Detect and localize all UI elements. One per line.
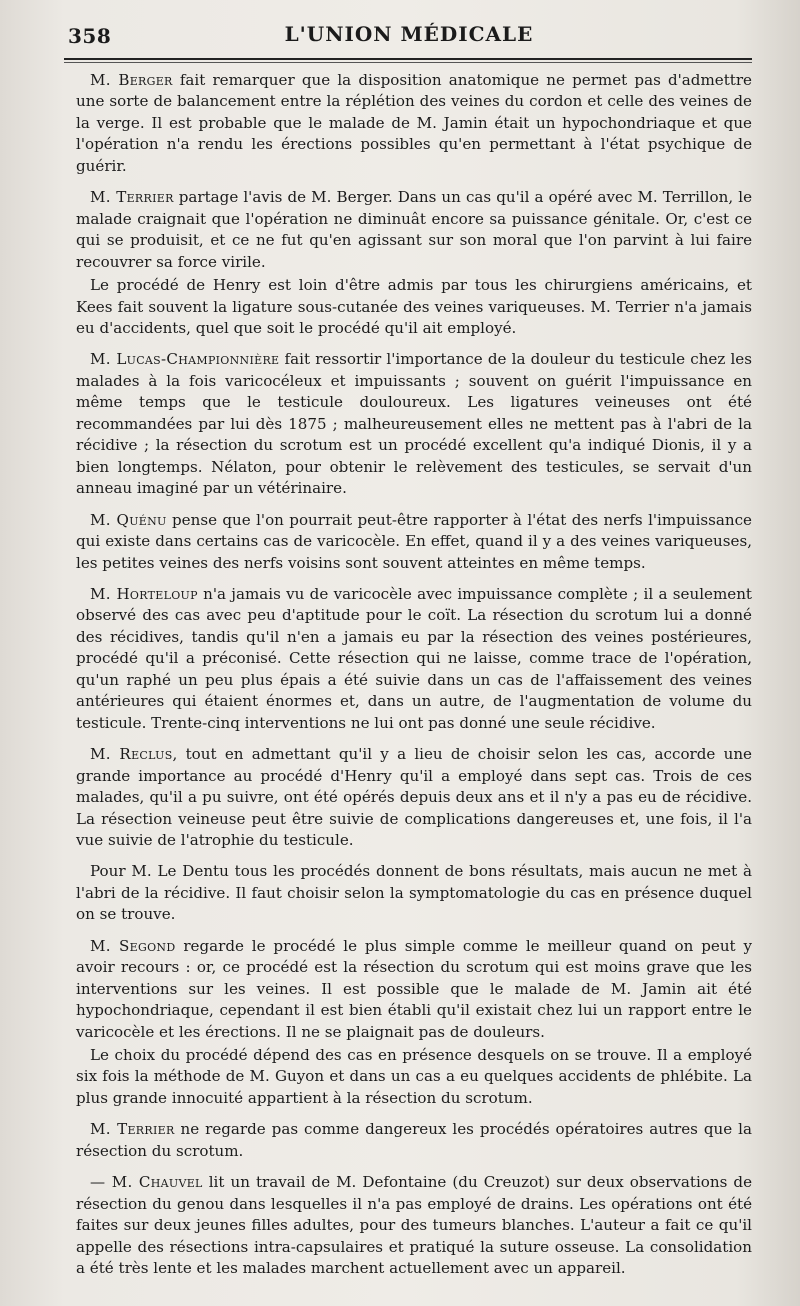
speaker-name: M. Quénu (90, 510, 167, 529)
paragraph-terrier-2 (76, 1119, 752, 1162)
paragraph-text: Le procédé de Henry est loin d'être admis par tous les chirurgiens américains, et Kees fait souvent la ligature sous-cutanée des veines variqueuses. M. Terrier n'a jamais eu d'accidents, quel que soit le procédé qu'il ait employé. (76, 276, 752, 337)
paragraph-text: fait remarquer que la disposition anatomique ne permet pas d'admettre une sorte de balancement entre la réplétion des veines du cordon et celle des veines de la verge. Il est probable que le malade de M. Jamin était un hypochondriaque et que l'opération n'a rendu les érections possibles qu'en permettant à l'état psychique de guérir. (76, 71, 752, 175)
article-body (76, 70, 752, 1290)
paragraph-text: , tout en admettant qu'il y a lieu de choisir selon les cas, accorde une grande importance au procédé d'Henry qu'il a employé dans sept cas. Trois de ces malades, qu'il a pu suivre, ont été opérés depuis deux ans et il n'y a pas eu de récidive. La résection veineuse peut être suivie de complications dangereuses et, une fois, il l'a vue suivie de l'atrophie du testicule. (76, 745, 752, 849)
paragraph-text: lit un travail de M. Defontaine (du Creuzot) sur deux observations de résection du genou dans lesquelles il n'a pas employé de drains. Les opérations ont été faites sur deux jeunes filles adultes, pour des tumeurs blanches. L'auteur a fait ce qu'il appelle des résections intra-capsulaires et pratiqué la suture osseuse. La consolidation a été très lente et les malades marchent actuellement avec un appareil. (76, 1173, 752, 1278)
paragraph-text: regarde le procédé le plus simple comme le meilleur quand on peut y avoir recours : or, ce procédé est la résection du scrotum qui est moins grave que les interventions sur les veines. Il est possible que le malade de M. Jamin ait été hypochondriaque, cependant il est bien établi qu'il existait chez lui un rapport entre le varicocèle et les érections. Il ne se plaignait pas de douleurs. (76, 936, 753, 1041)
paragraph-berger (76, 70, 752, 177)
speaker-name: — M. Chauvel (90, 1173, 203, 1192)
speaker-name: M. Terrier (90, 1120, 175, 1139)
paragraph-quenu (76, 510, 752, 574)
paragraph-terrier-1 (76, 187, 752, 273)
speaker-name: M. Terrier (90, 188, 174, 207)
speaker-name: M. Berger (90, 71, 173, 89)
speaker-name: M. Reclus (90, 745, 173, 764)
paragraph-text: ne regarde pas comme dangereux les procédés opératoires autres que la résection du scrotum. (76, 1120, 752, 1160)
speaker-name: M. Horteloup (90, 584, 198, 603)
paragraph-text: partage l'avis de M. Berger. Dans un cas qu'il a opéré avec M. Terrillon, le malade craignait que l'opération ne diminuât encore sa puissance génitale. Or, c'est ce qui se produisit, et ce ne fut qu'en agissant sur son moral que l'on parvint à lui faire recouvrer sa force virile. (76, 188, 752, 271)
header-rule (64, 58, 752, 60)
paragraph-text: n'a jamais vu de varicocèle avec impuissance complète ; il a seulement observé des cas avec peu d'aptitude pour le coït. La résection du scrotum lui a donné des récidives, tandis qu'il n'en a jamais eu par la résection des veines postérieures, procédé qu'il a préconisé. Cette résection qui ne laisse, comme trace de l'opération, qu'un raphé un peu plus épais a été suivie dans un cas de l'affaissement des veines antérieures qui étaient énormes et, dans un autre, de l'augmentation de volume du testicule. Trente-cinq interventions ne lui ont pas donné une seule récidive. (76, 584, 752, 732)
paragraph-horteloup (76, 584, 752, 734)
paragraph-chauvel (76, 1172, 752, 1279)
paragraph-text: fait ressortir l'importance de la douleur du testicule chez les malades à la fois varicocéleux et impuissants ; souvent on guérit l'impuissance en même temps que le testicule douloureux. Les ligatures veineuses ont été recommandées par lui dès 1875 ; malheureusement elles ne mettent pas à l'abri de la récidive ; la résection du scrotum est un procédé excellent qu'a indiqué Dionis, il y a bien longtemps. Nélaton, pour obtenir le relèvement des testicules, se servait d'un anneau imaginé par un vétérinaire. (76, 350, 752, 498)
paragraph-reclus (76, 744, 752, 851)
page-number: 358 (68, 24, 112, 48)
paragraph-text: Pour M. Le Dentu tous les procédés donnent de bons résultats, mais aucun ne met à l'abri de la récidive. Il faut choisir selon la symptomatologie du cas en présence duquel on se trouve. (76, 862, 752, 924)
page-header (64, 18, 754, 52)
paragraph-text: Le choix du procédé dépend des cas en présence desquels on se trouve. Il a employé six fois la méthode de M. Guyon et dans un cas a eu quelques accidents de phlébite. La plus grande innocuité appartient à la résection du scrotum. (76, 1046, 752, 1107)
paragraph-segond (76, 936, 752, 1043)
header-rule-thin (64, 62, 752, 63)
paragraph-henry-procedure (76, 275, 752, 339)
paragraph-choice-of-procedure (76, 1045, 752, 1109)
speaker-name: M. Segond (90, 936, 176, 955)
speaker-name: M. Lucas-Championnière (90, 350, 280, 369)
paragraph-le-dentu (76, 861, 752, 925)
paragraph-text: pense que l'on pourrait peut-être rapporter à l'état des nerfs l'impuissance qui existe dans certains cas de varicocèle. En effet, quand il y a des veines variqueuses, les petites veines des nerfs voisins sont souvent atteintes en même temps. (76, 510, 752, 572)
paragraph-lucas-championniere (76, 349, 752, 499)
running-title: L'UNION MÉDICALE (284, 22, 534, 46)
